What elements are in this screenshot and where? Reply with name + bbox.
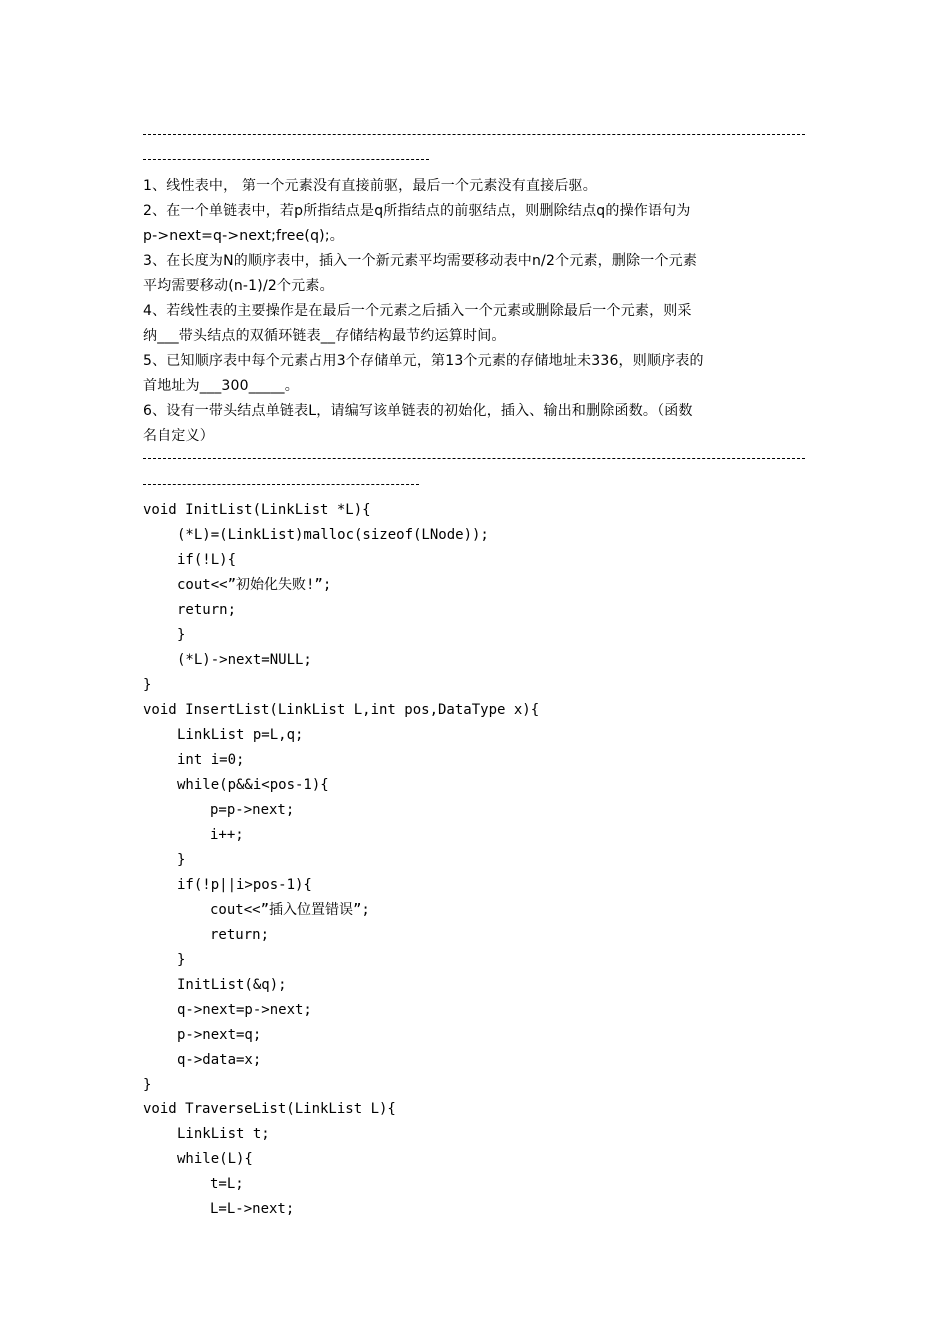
code-line: (*L)=(LinkList)malloc(sizeof(LNode));	[177, 527, 489, 543]
question-line: 3、在长度为N的顺序表中，插入一个新元素平均需要移动表中n/2个元素，删除一个元素	[143, 253, 698, 269]
code-line: while(p&&i<pos-1){	[177, 777, 329, 793]
question-line: 5、已知顺序表中每个元素占用3个存储单元，第13个元素的存储地址未336，则顺序表的	[143, 353, 704, 369]
code-line: if(!p||i>pos-1){	[177, 877, 312, 893]
code-line: LinkList p=L,q;	[177, 727, 304, 743]
code-line: }	[177, 627, 186, 643]
code-line: void TraverseList(LinkList L){	[143, 1101, 396, 1117]
code-line: while(L){	[177, 1151, 253, 1167]
code-line: }	[143, 1077, 152, 1093]
question-line: 纳___带头结点的双循环链表__存储结构最节约运算时间。	[143, 328, 506, 344]
code-line: cout<<”初始化失败!”;	[177, 577, 332, 593]
question-line: 4、若线性表的主要操作是在最后一个元素之后插入一个元素或删除最后一个元素，则采	[143, 303, 692, 319]
question-line: 首地址为___300_____。	[143, 378, 299, 394]
code-line: return;	[177, 602, 237, 618]
code-line: int i=0;	[177, 752, 245, 768]
code-line: LinkList t;	[177, 1126, 270, 1142]
code-line: }	[177, 852, 186, 868]
question-line: 6、设有一带头结点单链表L，请编写该单链表的初始化，插入、输出和删除函数。（函数	[143, 403, 693, 419]
code-line: (*L)->next=NULL;	[177, 652, 312, 668]
code-line: }	[177, 952, 186, 968]
code-line: p=p->next;	[210, 802, 295, 818]
question-line: 2、在一个单链表中，若p所指结点是q所指结点的前驱结点，则删除结点q的操作语句为	[143, 203, 691, 219]
code-line: return;	[210, 927, 270, 943]
code-line: q->data=x;	[177, 1052, 262, 1068]
code-line: L=L->next;	[210, 1201, 295, 1217]
code-line: InitList(&q);	[177, 977, 287, 993]
separator-top-line-1	[143, 134, 805, 135]
question-line: p->next=q->next;free(q);。	[143, 228, 344, 244]
code-line: void InsertList(LinkList L,int pos,DataType x){	[143, 702, 540, 718]
code-line: i++;	[210, 827, 244, 843]
separator-mid-line-1	[143, 458, 805, 459]
code-line: q->next=p->next;	[177, 1002, 312, 1018]
separator-top-line-2	[143, 159, 429, 160]
code-line: t=L;	[210, 1176, 244, 1192]
code-line: p->next=q;	[177, 1027, 262, 1043]
separator-mid-line-2	[143, 484, 419, 485]
code-line: }	[143, 677, 152, 693]
code-line: cout<<”插入位置错误”;	[210, 902, 370, 918]
code-line: void InitList(LinkList *L){	[143, 502, 371, 518]
question-line: 名自定义）	[143, 428, 214, 444]
code-line: if(!L){	[177, 552, 237, 568]
question-line: 1、线性表中， 第一个元素没有直接前驱，最后一个元素没有直接后驱。	[143, 178, 597, 194]
question-line: 平均需要移动(n-1)/2个元素。	[143, 278, 334, 294]
